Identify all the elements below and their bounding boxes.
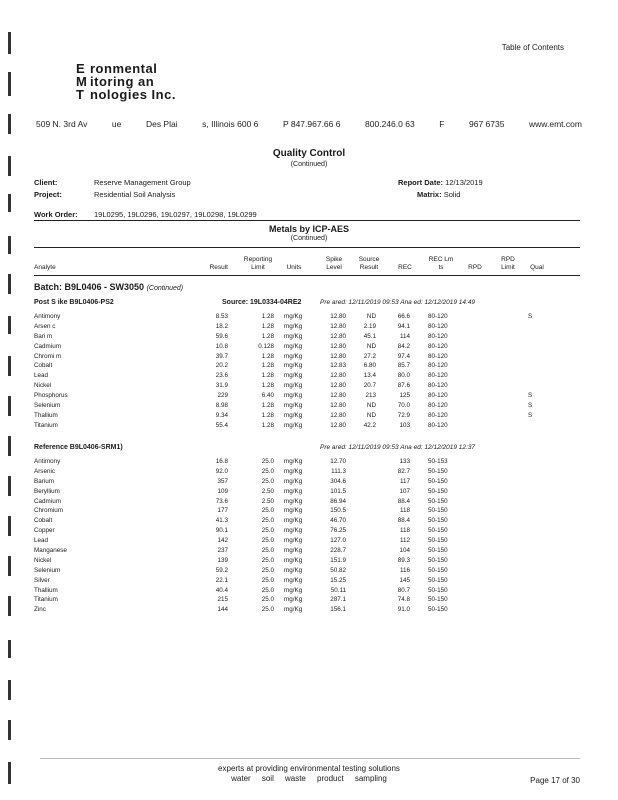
matrix-info: Matrix: Solid — [417, 190, 461, 199]
table-row — [0, 576, 618, 586]
qual-cell: S — [528, 392, 533, 400]
rec-cell: 107 — [399, 487, 410, 495]
spike-level-cell: 12.80 — [330, 411, 346, 419]
rec-cell: 70.0 — [397, 402, 410, 410]
divider — [34, 220, 580, 221]
table-row — [0, 536, 618, 546]
table-row — [0, 526, 618, 536]
units-cell: mg/Kg — [284, 497, 303, 505]
rec-cell: 103 — [399, 421, 410, 429]
rec-limits-cell: 50-150 — [428, 537, 448, 545]
result-cell: 10.8 — [215, 342, 228, 350]
table-row — [0, 332, 618, 342]
rec-limits-cell: 50-150 — [428, 487, 448, 495]
analyte-cell: Antimony — [34, 313, 61, 320]
result-cell: 23.6 — [215, 372, 228, 380]
reporting-limit-cell: 1.28 — [261, 411, 274, 419]
result-cell: 20.2 — [215, 362, 228, 370]
rec-cell: 72.9 — [397, 411, 410, 419]
spike-level-cell: 86.94 — [330, 497, 346, 505]
result-cell: 92.0 — [215, 467, 228, 475]
result-cell: 9.34 — [215, 411, 228, 419]
binder-mark — [8, 114, 11, 134]
reporting-limit-cell: 25.0 — [261, 517, 274, 525]
result-cell: 357 — [217, 477, 228, 485]
analyte-cell: Thallium — [34, 586, 58, 594]
result-cell: 229 — [217, 392, 228, 400]
group-prep-info: Pre ared: 12/11/2019 09:53 Ana ed: 12/12/2019 12:37 — [320, 444, 476, 451]
table-row — [0, 312, 618, 322]
units-cell: mg/Kg — [284, 322, 303, 330]
table-row — [0, 342, 618, 352]
result-cell: 237 — [217, 547, 228, 555]
table-row — [0, 322, 618, 332]
company-address: 509 N. 3rd Av ue Des Plai s, Illinois 600 6 P 847.967.66 6 800.246.0 63 F 967 6735 www.emt.com — [36, 119, 582, 129]
units-cell: mg/Kg — [284, 392, 303, 400]
page-number: Page 17 of 30 — [530, 776, 580, 785]
units-cell: mg/Kg — [284, 477, 303, 485]
rec-limits-cell: 50-150 — [428, 497, 448, 505]
footer: experts at providing environmental testing solutions water soil waste product sampling — [0, 764, 618, 784]
reporting-limit-cell: 25.0 — [261, 527, 274, 535]
qual-cell: S — [528, 313, 533, 320]
reporting-limit-cell: 1.28 — [261, 402, 274, 410]
logo-line: T nologies Inc. — [76, 87, 176, 102]
analyte-cell: Nickel — [34, 382, 52, 390]
col-source-result: Source Result — [358, 256, 380, 271]
table-row — [0, 381, 618, 391]
units-cell: mg/Kg — [284, 517, 303, 525]
table-row — [0, 391, 618, 401]
source-result-cell: ND — [366, 313, 376, 320]
binder-mark — [8, 274, 11, 294]
spike-level-cell: 12.80 — [330, 382, 346, 390]
analyte-cell: Selenium — [34, 566, 61, 574]
result-cell: 177 — [217, 507, 228, 515]
source-result-cell: ND — [366, 402, 376, 410]
spike-level-cell: 12.80 — [330, 313, 346, 320]
rec-cell: 133 — [399, 458, 410, 465]
spike-level-cell: 12.70 — [330, 458, 346, 465]
spike-level-cell: 156.1 — [330, 606, 346, 614]
rec-limits-cell: 50-150 — [428, 517, 448, 525]
rec-limits-cell: 80-120 — [428, 382, 448, 390]
source-result-cell: 42.2 — [363, 421, 376, 429]
rec-limits-cell: 80-120 — [428, 372, 448, 380]
rec-cell: 118 — [399, 507, 410, 515]
binder-mark — [8, 720, 11, 740]
source-result-cell: ND — [366, 342, 376, 350]
table-row — [0, 595, 618, 605]
reporting-limit-cell: 25.0 — [261, 467, 274, 475]
rec-limits-cell: 50-150 — [428, 576, 448, 584]
spike-level-cell: 287.1 — [330, 596, 346, 604]
col-rpd-limit: RPD Limit — [501, 256, 515, 271]
section-title: Metals by ICP-AES (Continued) — [268, 224, 350, 242]
rec-limits-cell: 80-120 — [428, 352, 448, 360]
results-table — [0, 457, 618, 615]
rec-cell: 125 — [399, 392, 410, 400]
analyte-cell: Manganese — [34, 547, 67, 555]
table-of-contents-link[interactable]: Table of Contents — [501, 43, 564, 52]
spike-level-cell: 12.80 — [330, 322, 346, 330]
company-logo — [76, 62, 246, 104]
reporting-limit-cell: 25.0 — [261, 606, 274, 614]
rec-limits-cell: 80-120 — [428, 332, 448, 340]
analyte-cell: Cadmium — [34, 342, 61, 350]
group-prep-info: Pre ared: 12/11/2019 09:53 Ana ed: 12/12/2019 14:49 — [320, 299, 476, 306]
reporting-limit-cell: 1.28 — [261, 322, 274, 330]
reporting-limit-cell: 25.0 — [261, 556, 274, 564]
rec-cell: 80.0 — [397, 372, 410, 380]
analyte-cell: Lead — [34, 537, 49, 545]
rec-cell: 117 — [399, 477, 410, 485]
rec-cell: 80.7 — [397, 586, 410, 594]
table-row — [0, 605, 618, 615]
col-units: Units — [286, 264, 302, 271]
rec-cell: 104 — [399, 547, 410, 555]
reporting-limit-cell: 2.50 — [261, 487, 274, 495]
spike-level-cell: 151.9 — [330, 556, 346, 564]
rec-limits-cell: 80-120 — [428, 313, 448, 320]
rec-limits-cell: 80-120 — [428, 411, 448, 419]
source-result-cell: 27.2 — [363, 352, 376, 360]
result-cell: 16.8 — [215, 458, 228, 465]
reporting-limit-cell: 1.28 — [261, 332, 274, 340]
reporting-limit-cell: 2.50 — [261, 497, 274, 505]
rec-cell: 116 — [399, 566, 410, 574]
reporting-limit-cell: 25.0 — [261, 537, 274, 545]
reporting-limit-cell: 1.28 — [261, 352, 274, 360]
results-table — [0, 312, 618, 431]
rec-cell: 97.4 — [397, 352, 410, 360]
binder-mark — [8, 32, 11, 54]
analyte-cell: Chromi m — [34, 352, 62, 360]
spike-level-cell: 228.7 — [330, 547, 346, 555]
source-result-cell: 13.4 — [363, 372, 376, 380]
analyte-cell: Cobalt — [34, 517, 53, 525]
table-row — [0, 467, 618, 477]
report-title: Quality Control (Continued) — [272, 148, 346, 168]
units-cell: mg/Kg — [284, 527, 303, 535]
result-cell: 142 — [217, 537, 228, 545]
reporting-limit-cell: 25.0 — [261, 566, 274, 574]
units-cell: mg/Kg — [284, 372, 303, 380]
analyte-cell: Arsenic — [34, 467, 55, 475]
units-cell: mg/Kg — [284, 421, 303, 429]
footer-services: water soil waste product sampling — [231, 774, 387, 783]
units-cell: mg/Kg — [284, 537, 303, 545]
table-row — [0, 586, 618, 596]
qual-cell: S — [528, 411, 533, 419]
col-qual: Qual — [530, 264, 544, 271]
source-result-cell: 213 — [365, 392, 376, 400]
source-result-cell: ND — [366, 411, 376, 419]
rec-cell: 85.7 — [397, 362, 410, 370]
result-cell: 55.4 — [215, 421, 228, 429]
client-info: Client: Reserve Management Group — [34, 178, 191, 187]
reporting-limit-cell: 25.0 — [261, 458, 274, 465]
result-cell: 73.6 — [215, 497, 228, 505]
batch-title: Batch: B9L0406 - SW3050 (Continued) — [34, 282, 184, 292]
units-cell: mg/Kg — [284, 547, 303, 555]
table-row — [0, 477, 618, 487]
reporting-limit-cell: 1.28 — [261, 421, 274, 429]
qual-cell: S — [528, 402, 533, 410]
rec-limits-cell: 50-150 — [428, 606, 448, 614]
units-cell: mg/Kg — [284, 556, 303, 564]
col-analyte: Analyte — [34, 264, 56, 271]
rec-cell: 84.2 — [397, 342, 410, 350]
result-cell: 109 — [217, 487, 228, 495]
col-rec: REC — [398, 264, 412, 271]
units-cell: mg/Kg — [284, 382, 303, 390]
rec-cell: 118 — [399, 527, 410, 535]
rec-limits-cell: 50-150 — [428, 586, 448, 594]
analyte-cell: Titanium — [34, 421, 58, 429]
units-cell: mg/Kg — [284, 411, 303, 419]
rec-cell: 91.0 — [397, 606, 410, 614]
table-row — [0, 401, 618, 411]
units-cell: mg/Kg — [284, 596, 303, 604]
analyte-cell: Cobalt — [34, 362, 53, 370]
rec-cell: 82.7 — [397, 467, 410, 475]
table-row — [0, 506, 618, 516]
rec-limits-cell: 80-120 — [428, 421, 448, 429]
spike-level-cell: 15.25 — [330, 576, 346, 584]
analyte-cell: Phosphorus — [34, 392, 68, 400]
spike-level-cell: 12.80 — [330, 342, 346, 350]
col-result: Result — [209, 264, 228, 271]
rec-limits-cell: 50-153 — [428, 458, 448, 465]
binder-mark — [8, 72, 11, 96]
rec-cell: 74.8 — [397, 596, 410, 604]
table-row — [0, 487, 618, 497]
logo-line: E ronmental — [76, 61, 158, 76]
spike-level-cell: 12.80 — [330, 392, 346, 400]
result-cell: 90.1 — [215, 527, 228, 535]
col-spike-level: Spike Level — [325, 256, 343, 271]
reporting-limit-cell: 25.0 — [261, 586, 274, 594]
spike-level-cell: 12.80 — [330, 421, 346, 429]
table-row — [0, 566, 618, 576]
units-cell: mg/Kg — [284, 566, 303, 574]
analyte-cell: Selenium — [34, 402, 61, 410]
result-cell: 39.7 — [215, 352, 228, 360]
table-row — [0, 421, 618, 431]
spike-level-cell: 12.83 — [330, 362, 346, 370]
result-cell: 144 — [217, 606, 228, 614]
logo-line: M itoring an — [76, 74, 155, 89]
result-cell: 139 — [217, 556, 228, 564]
analyte-cell: Bari m — [34, 332, 53, 340]
col-rec-limits: REC Lm ts — [428, 256, 454, 271]
rec-cell: 87.6 — [397, 382, 410, 390]
reporting-limit-cell: 25.0 — [261, 576, 274, 584]
source-result-cell: 2.19 — [363, 322, 376, 330]
rec-cell: 112 — [399, 537, 410, 545]
units-cell: mg/Kg — [284, 332, 303, 340]
col-reporting-limit: Reporting Limit — [243, 256, 273, 271]
rec-limits-cell: 50-150 — [428, 596, 448, 604]
work-order: Work Order: 19L0295, 19L0296, 19L0297, 19L0298, 19L0299 — [34, 210, 257, 219]
analyte-cell: Barium — [34, 477, 54, 485]
units-cell: mg/Kg — [284, 352, 303, 360]
reporting-limit-cell: 1.28 — [261, 372, 274, 380]
spike-level-cell: 12.80 — [330, 402, 346, 410]
binder-mark — [8, 436, 11, 456]
units-cell: mg/Kg — [284, 402, 303, 410]
spike-level-cell: 46.70 — [330, 517, 346, 525]
units-cell: mg/Kg — [284, 606, 303, 614]
website-link[interactable]: www.emt.com — [529, 119, 582, 129]
source-result-cell: 20.7 — [363, 382, 376, 390]
reporting-limit-cell: 25.0 — [261, 477, 274, 485]
result-cell: 18.2 — [215, 322, 228, 330]
rec-limits-cell: 80-120 — [428, 402, 448, 410]
rec-limits-cell: 80-120 — [428, 392, 448, 400]
rec-limits-cell: 80-120 — [428, 322, 448, 330]
source-result-cell: 6.80 — [363, 362, 376, 370]
table-row — [0, 361, 618, 371]
rec-cell: 66.6 — [397, 313, 410, 320]
table-row — [0, 352, 618, 362]
reporting-limit-cell: 1.28 — [261, 362, 274, 370]
units-cell: mg/Kg — [284, 487, 303, 495]
spike-level-cell: 150.5 — [330, 507, 346, 515]
rec-cell: 94.1 — [397, 322, 410, 330]
units-cell: mg/Kg — [284, 313, 303, 320]
rec-cell: 114 — [399, 332, 410, 340]
spike-level-cell: 76.25 — [330, 527, 346, 535]
result-cell: 8.98 — [215, 402, 228, 410]
analyte-cell: Titanium — [34, 596, 58, 604]
analyte-cell: Silver — [34, 576, 50, 584]
analyte-cell: Chromium — [34, 507, 64, 515]
spike-level-cell: 111.3 — [331, 467, 346, 475]
analyte-cell: Arsen c — [34, 322, 56, 330]
spike-level-cell: 12.80 — [330, 332, 346, 340]
units-cell: mg/Kg — [284, 362, 303, 370]
units-cell: mg/Kg — [284, 342, 303, 350]
binder-mark — [8, 194, 11, 212]
spike-level-cell: 50.82 — [330, 566, 346, 574]
result-cell: 40.4 — [215, 586, 228, 594]
units-cell: mg/Kg — [284, 467, 303, 475]
rec-limits-cell: 50-150 — [428, 556, 448, 564]
reporting-limit-cell: 25.0 — [261, 507, 274, 515]
units-cell: mg/Kg — [284, 586, 303, 594]
rec-limits-cell: 50-150 — [428, 566, 448, 574]
analyte-cell: Nickel — [34, 556, 52, 564]
col-rpd: RPD — [468, 264, 482, 271]
source-result-cell: 45.1 — [363, 332, 376, 340]
table-row — [0, 497, 618, 507]
spike-level-cell: 50.11 — [330, 586, 346, 594]
reporting-limit-cell: 1.28 — [261, 382, 274, 390]
spike-level-cell: 12.80 — [330, 372, 346, 380]
rec-limits-cell: 50-150 — [428, 467, 448, 475]
divider — [34, 275, 580, 276]
footer-divider — [40, 758, 580, 759]
result-cell: 22.1 — [215, 576, 228, 584]
divider — [34, 247, 580, 248]
units-cell: mg/Kg — [284, 458, 303, 465]
table-row — [0, 457, 618, 467]
report-date: Report Date: 12/13/2019 — [398, 178, 483, 187]
table-row — [0, 516, 618, 526]
spike-level-cell: 127.0 — [330, 537, 346, 545]
group-label: Reference B9L0406-SRM1) — [34, 444, 123, 451]
analyte-cell: Lead — [34, 372, 49, 380]
reporting-limit-cell: 6.40 — [261, 392, 274, 400]
rec-limits-cell: 50-150 — [428, 477, 448, 485]
rec-limits-cell: 50-150 — [428, 527, 448, 535]
analyte-cell: Copper — [34, 527, 55, 535]
analyte-cell: Antimony — [34, 458, 61, 465]
result-cell: 59.2 — [215, 566, 228, 574]
spike-level-cell: 12.80 — [330, 352, 346, 360]
analyte-cell: Zinc — [34, 606, 46, 614]
group-source: Source: 19L0334-04RE2 — [222, 299, 302, 306]
project-info: Project: Residential Soil Analysis — [34, 190, 176, 199]
group-label: Post S ike B9L0406-PS2 — [34, 299, 114, 306]
rec-cell: 88.4 — [397, 497, 410, 505]
spike-level-cell: 304.6 — [330, 477, 346, 485]
binder-mark — [8, 640, 11, 658]
result-cell: 41.3 — [215, 517, 228, 525]
result-cell: 59.6 — [215, 332, 228, 340]
table-row — [0, 556, 618, 566]
analyte-cell: Thallium — [34, 411, 58, 419]
table-row — [0, 411, 618, 421]
result-cell: 31.9 — [215, 382, 228, 390]
rec-limits-cell: 80-120 — [428, 342, 448, 350]
spike-level-cell: 101.5 — [330, 487, 346, 495]
rec-limits-cell: 80-120 — [428, 362, 448, 370]
table-row — [0, 371, 618, 381]
analyte-cell: Beryllium — [34, 487, 60, 495]
units-cell: mg/Kg — [284, 507, 303, 515]
result-cell: 215 — [217, 596, 228, 604]
table-row — [0, 546, 618, 556]
rec-limits-cell: 50-150 — [428, 547, 448, 555]
units-cell: mg/Kg — [284, 576, 303, 584]
rec-limits-cell: 50-150 — [428, 507, 448, 515]
analyte-cell: Cadmium — [34, 497, 61, 505]
result-cell: 8.53 — [215, 313, 228, 320]
reporting-limit-cell: 25.0 — [261, 596, 274, 604]
rec-cell: 88.4 — [397, 517, 410, 525]
rec-cell: 89.3 — [397, 556, 410, 564]
reporting-limit-cell: 25.0 — [261, 547, 274, 555]
rec-cell: 145 — [399, 576, 410, 584]
reporting-limit-cell: 1.28 — [261, 313, 274, 320]
reporting-limit-cell: 0.128 — [258, 342, 274, 350]
binder-mark — [8, 680, 11, 700]
